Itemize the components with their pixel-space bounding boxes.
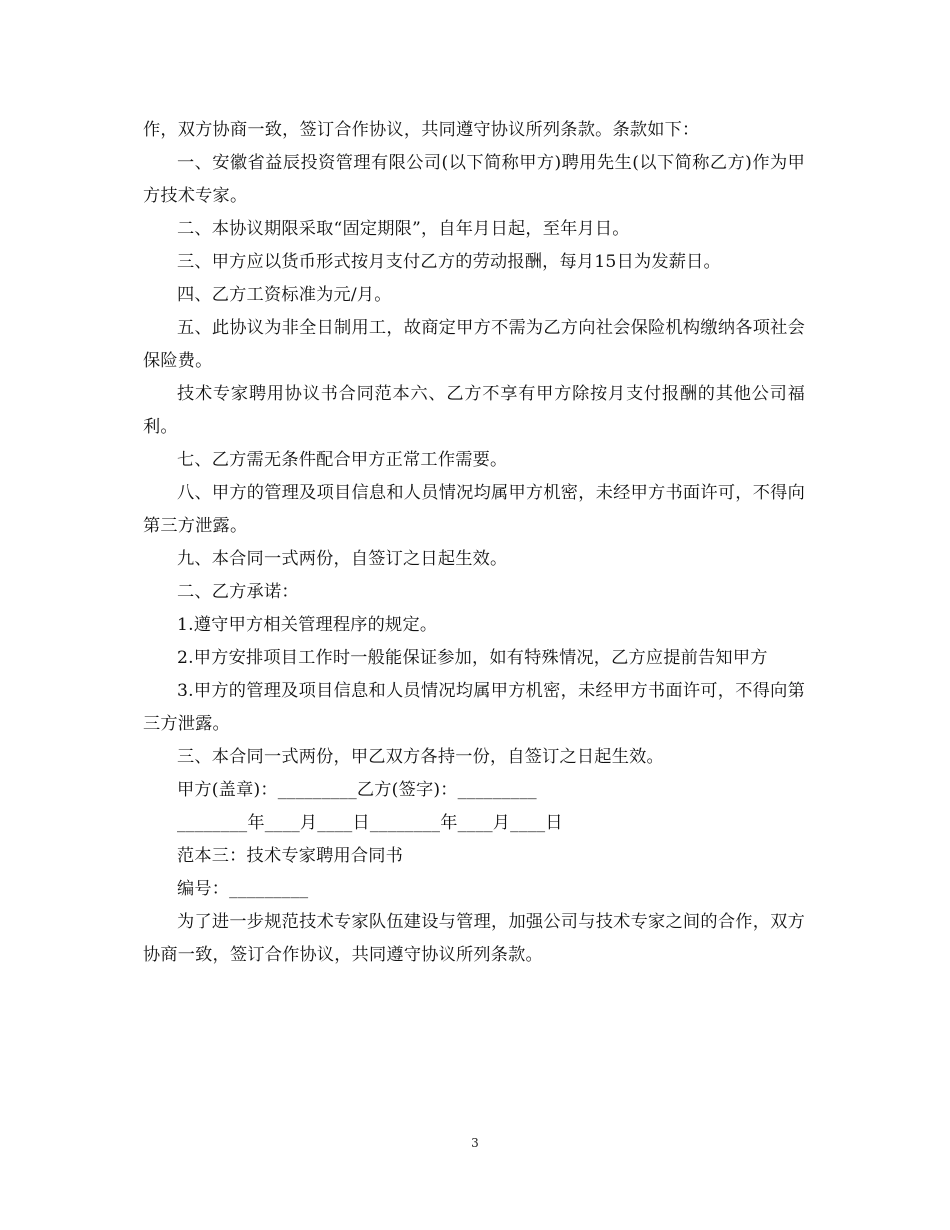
clause-8: 八、甲方的管理及项目信息和人员情况均属甲方机密，未经甲方书面许可，不得向第三方泄露。 <box>143 483 805 536</box>
commitment-2: 2.甲方安排项目工作时一般能保证参加，如有特殊情况，乙方应提前告知甲方 <box>177 648 768 668</box>
section-three-effectiveness: 三、本合同一式两份，甲乙双方各持一份，自签订之日起生效。 <box>177 747 664 767</box>
clause-1: 一、安徽省益辰投资管理有限公司(以下简称甲方)聘用先生(以下简称乙方)作为甲方技术专家。 <box>143 153 805 206</box>
clause-7: 七、乙方需无条件配合甲方正常工作需要。 <box>177 450 508 470</box>
preamble-paragraph: 为了进一步规范技术专家队伍建设与管理，加强公司与技术专家之间的合作，双方协商一致，签订合作协议，共同遵守协议所列条款。 <box>143 912 805 965</box>
signature-line: 甲方(盖章)：_________乙方(签字)：_________ <box>177 780 537 800</box>
clause-6: 技术专家聘用协议书合同范本六、乙方不享有甲方除按月支付报酬的其他公司福利。 <box>143 384 805 437</box>
page-number: 3 <box>471 1136 479 1150</box>
contract-number-line: 编号：_________ <box>177 879 309 899</box>
template-three-title: 范本三：技术专家聘用合同书 <box>177 846 404 866</box>
document-body <box>143 114 805 972</box>
clause-3: 三、甲方应以货币形式按月支付乙方的劳动报酬，每月15日为发薪日。 <box>177 252 721 272</box>
paragraph-continuation: 作，双方协商一致，签订合作协议，共同遵守协议所列条款。条款如下： <box>143 120 700 140</box>
commitment-3: 3.甲方的管理及项目信息和人员情况均属甲方机密，未经甲方书面许可，不得向第三方泄露。 <box>143 681 805 734</box>
clause-9: 九、本合同一式两份，自签订之日起生效。 <box>177 549 508 569</box>
clause-4: 四、乙方工资标准为元/月。 <box>177 285 392 305</box>
section-heading-party-b-commitments: 二、乙方承诺： <box>177 582 299 602</box>
clause-5: 五、此协议为非全日制用工，故商定甲方不需为乙方向社会保险机构缴纳各项社会保险费。 <box>143 318 805 371</box>
date-line: ________年____月____日________年____月____日 <box>177 813 563 833</box>
clause-2: 二、本协议期限采取“固定期限”，自年月日起，至年月日。 <box>177 219 630 239</box>
commitment-1: 1.遵守甲方相关管理程序的规定。 <box>177 615 438 635</box>
